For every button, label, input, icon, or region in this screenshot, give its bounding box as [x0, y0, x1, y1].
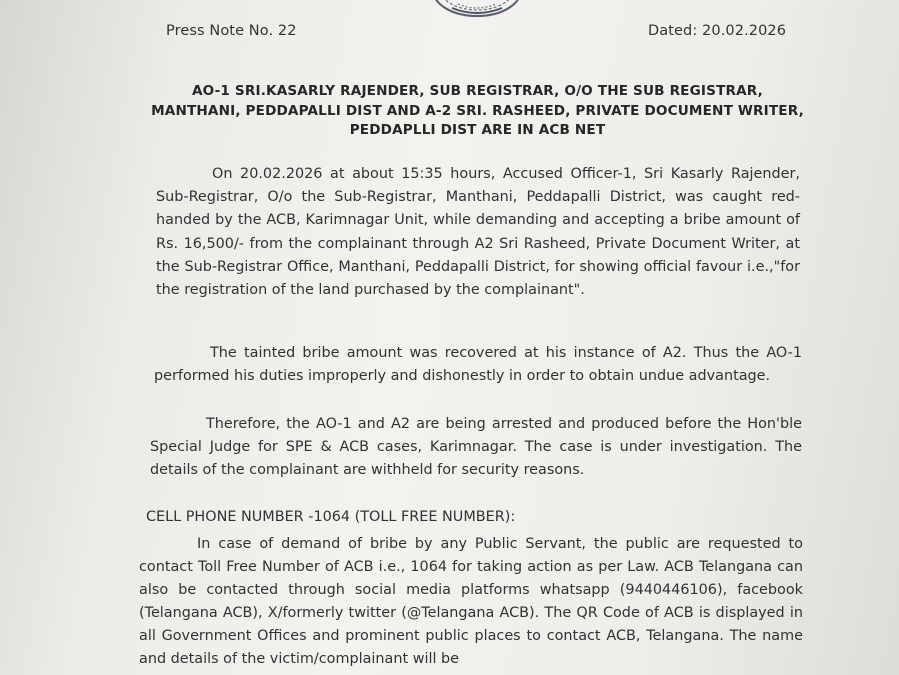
cell-phone-heading: CELL PHONE NUMBER -1064 (TOLL FREE NUMBER):: [146, 509, 516, 525]
paragraph-contact-info: [139, 533, 803, 671]
press-note-title: AO-1 SRI.KASARLY RAJENDER, SUB REGISTRAR, O/O THE SUB REGISTRAR, MANTHANI, PEDDAPALLI DIST AND A-2 SRI. RASHEED, PRIVATE DOCUMENT WRITER, PEDDAPLLI DIST ARE IN ACB NET: [151, 83, 804, 138]
press-note-number: Press Note No. 22: [166, 23, 297, 39]
paragraph-recovery: [154, 342, 802, 388]
paragraph-contact-info-text: In case of demand of bribe by any Public Servant, the public are requested to contact Toll Free Number of ACB i.e., 1064 for taking action as per Law. ACB Telangana can also be contacted through social media platforms whatsapp (9440446106), facebook (Telangana ACB), X/formerly twitter (@Telangana ACB). The QR Code of ACB is displayed in all Government Offices and prominent public places to contact ACB, Telangana. The name and details of the victim/complainant will be: [139, 536, 803, 667]
paragraph-incident: [156, 163, 800, 302]
paragraph-recovery-text: The tainted bribe amount was recovered at his instance of A2. Thus the AO-1 performed his duties improperly and dishonestly in order to obtain undue advantage.: [154, 345, 802, 385]
paragraph-incident-text: On 20.02.2026 at about 15:35 hours, Accused Officer-1, Sri Kasarly Rajender, Sub-Registrar, O/o the Sub-Registrar, Manthani, Peddapalli District, was caught red-handed by the ACB, Karimnagar Unit, while demanding and accepting a bribe amount of Rs. 16,500/- from the complainant through A2 Sri Rasheed, Private Document Writer, at the Sub-Registrar Office, Manthani, Peddapalli District, for showing official favour i.e.,"for the registration of the land purchased by the complainant".: [156, 166, 800, 299]
paragraph-arrest: [150, 413, 802, 483]
press-note-date: Dated: 20.02.2026: [648, 23, 787, 39]
paragraph-arrest-text: Therefore, the AO-1 and A2 are being arrested and produced before the Hon'ble Special Judge for SPE & ACB cases, Karimnagar. The case is under investigation. The details of the complainant are withheld for security reasons.: [150, 416, 802, 479]
emblem-seal-icon: [428, 0, 526, 20]
